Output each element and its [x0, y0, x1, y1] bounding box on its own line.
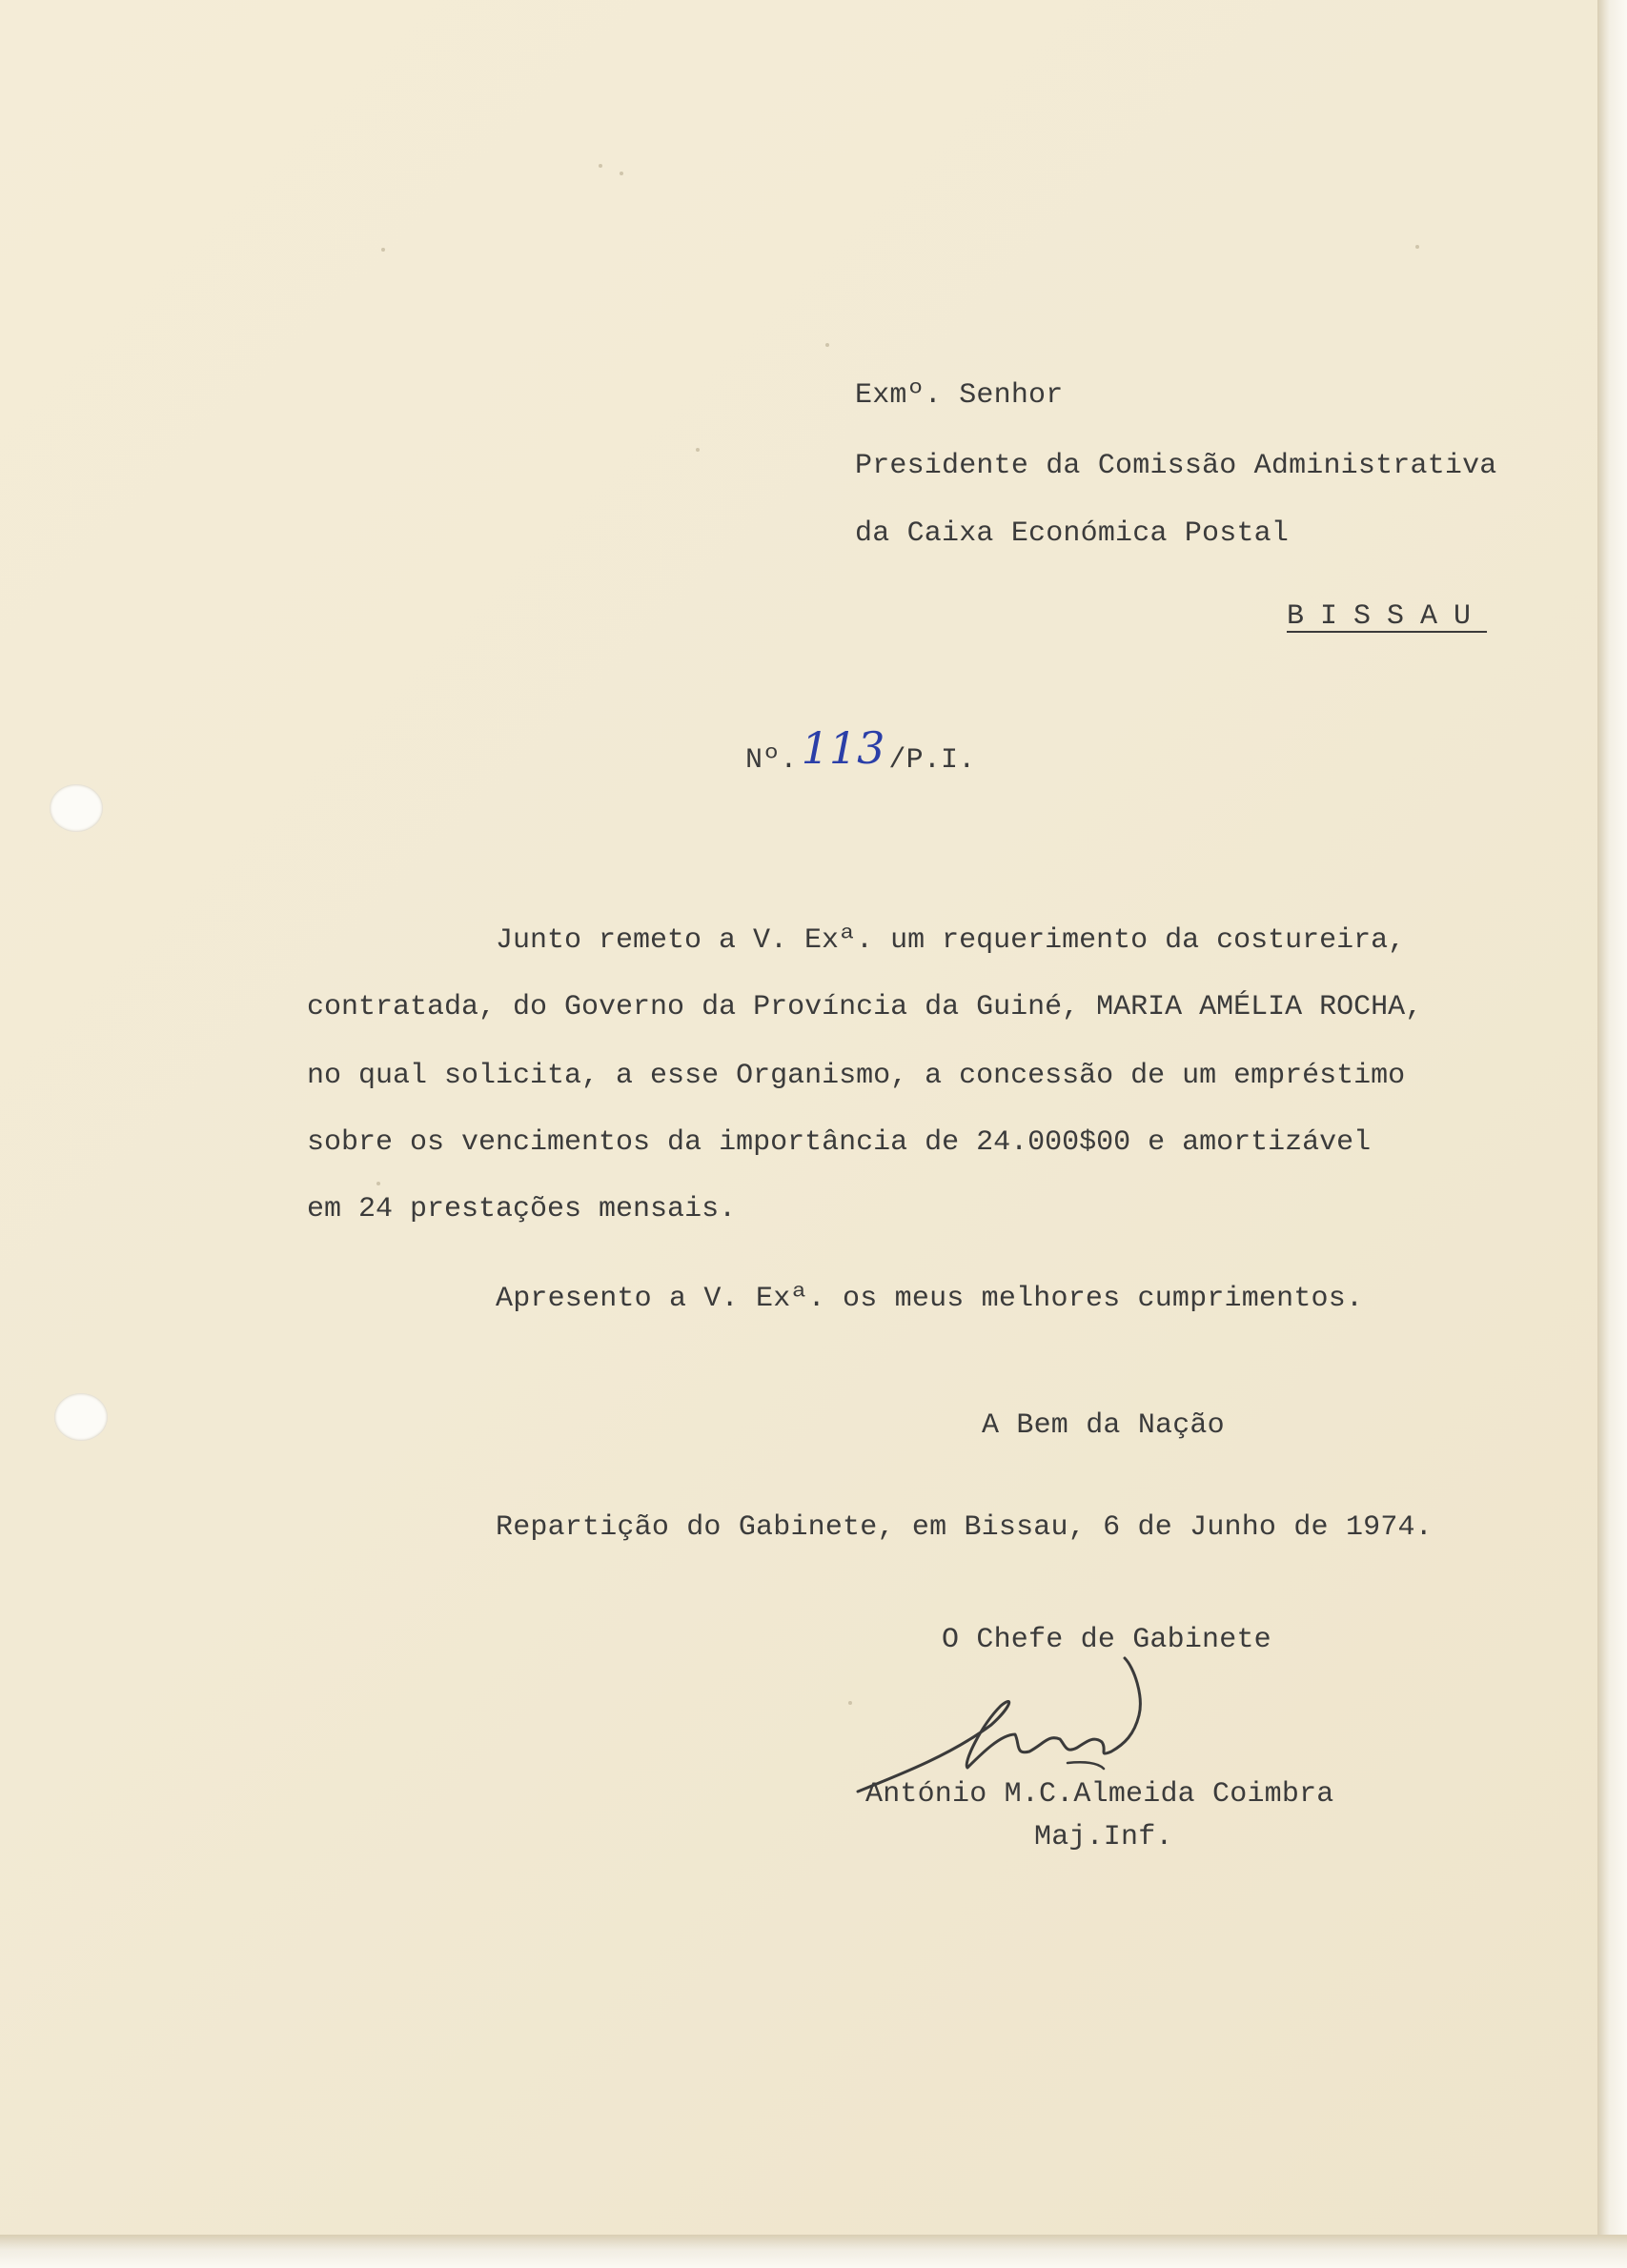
- paper-speck: [825, 343, 829, 347]
- body-line-1: Junto remeto a V. Exª. um requerimento da costureira,: [496, 924, 1406, 957]
- recipient-line-1: Presidente da Comissão Administrativa: [855, 450, 1497, 482]
- paper-speck: [1415, 245, 1419, 249]
- recipient-line-2: da Caixa Económica Postal: [855, 517, 1290, 550]
- paper-speck: [620, 172, 623, 175]
- paper-speck: [599, 164, 602, 168]
- scan-edge-bottom: [0, 2235, 1627, 2268]
- closing-line: Apresento a V. Exª. os meus melhores cumprimentos.: [496, 1283, 1364, 1315]
- scan-edge-right: [1597, 0, 1627, 2268]
- motto: A Bem da Nação: [982, 1409, 1225, 1442]
- reference-prefix: Nº.: [745, 744, 798, 777]
- reference-number: [745, 722, 976, 783]
- body-line-5: em 24 prestações mensais.: [307, 1193, 737, 1225]
- signatory-title: O Chefe de Gabinete: [942, 1624, 1271, 1656]
- recipient-salutation: Exmº. Senhor: [855, 379, 1064, 412]
- punch-hole-bottom: [54, 1393, 108, 1441]
- signatory-rank: Maj.Inf.: [1034, 1821, 1173, 1853]
- paper-speck: [381, 248, 385, 252]
- recipient-city: BISSAU: [1287, 600, 1488, 633]
- reference-suffix: /P.I.: [888, 744, 976, 777]
- reference-handwritten-number: 113: [801, 722, 885, 774]
- body-line-2: contratada, do Governo da Província da Guiné, MARIA AMÉLIA ROCHA,: [307, 991, 1423, 1023]
- paper-speck: [696, 448, 700, 452]
- place-date: Repartição do Gabinete, em Bissau, 6 de Junho de 1974.: [496, 1511, 1433, 1544]
- body-line-3: no qual solicita, a esse Organismo, a concessão de um empréstimo: [307, 1060, 1406, 1092]
- body-line-4: sobre os vencimentos da importância de 24.000$00 e amortizável: [307, 1126, 1372, 1159]
- signatory-name: António M.C.Almeida Coimbra: [865, 1778, 1334, 1811]
- punch-hole-top: [50, 784, 103, 832]
